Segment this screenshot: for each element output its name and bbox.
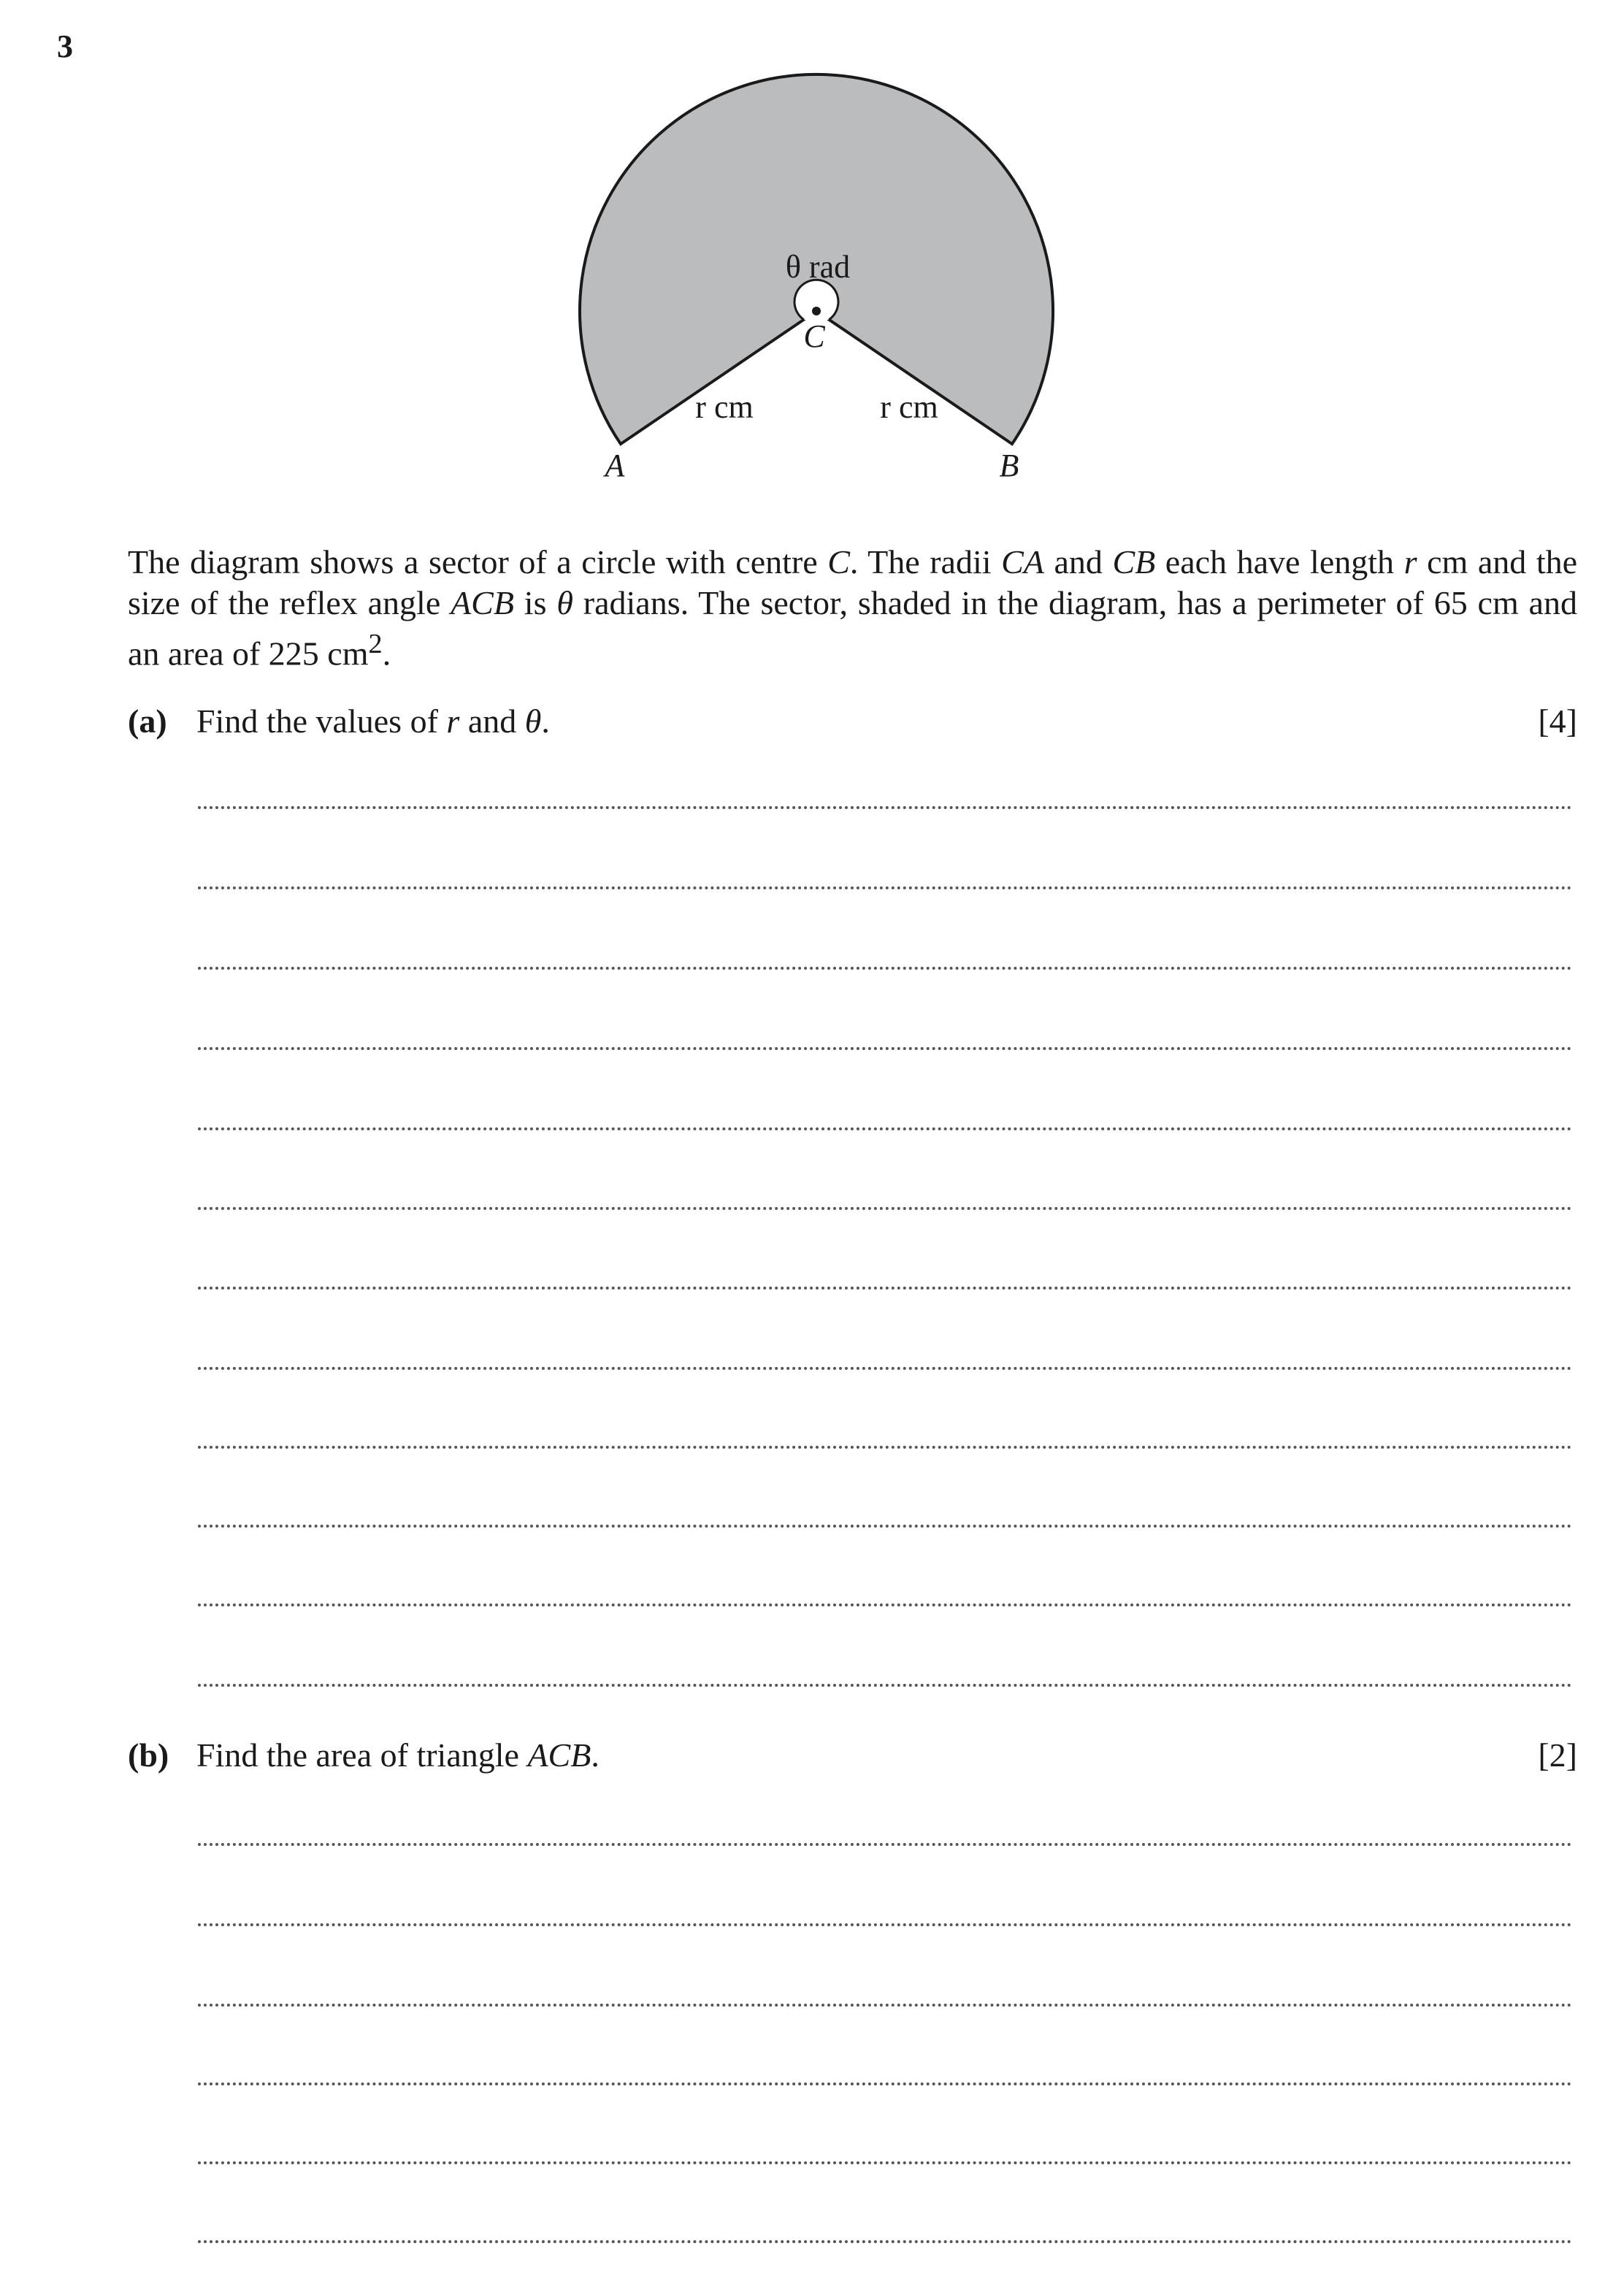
point-b-label: B bbox=[999, 448, 1019, 483]
answer-line[interactable] bbox=[198, 1923, 1572, 1926]
answer-line[interactable] bbox=[198, 2082, 1572, 2085]
question-number: 3 bbox=[57, 28, 73, 64]
answer-line[interactable] bbox=[198, 2004, 1572, 2007]
part-a-tag: (a) bbox=[128, 702, 167, 740]
centre-label: C bbox=[803, 318, 825, 354]
answer-line[interactable] bbox=[198, 1047, 1572, 1050]
radius-label-right: r cm bbox=[880, 389, 938, 425]
answer-line[interactable] bbox=[198, 1843, 1572, 1846]
answer-line[interactable] bbox=[198, 1603, 1572, 1606]
answer-line[interactable] bbox=[198, 1287, 1572, 1290]
answer-line[interactable] bbox=[198, 1446, 1572, 1449]
answer-line[interactable] bbox=[198, 967, 1572, 970]
part-b-prompt: (b) Find the area of triangle ACB. [2] bbox=[128, 1735, 1577, 1776]
answer-line[interactable] bbox=[198, 886, 1572, 889]
answer-line[interactable] bbox=[198, 1684, 1572, 1687]
answer-line[interactable] bbox=[198, 2240, 1572, 2243]
part-a-marks: [4] bbox=[1538, 702, 1577, 740]
answer-line[interactable] bbox=[198, 2161, 1572, 2164]
answer-line[interactable] bbox=[198, 1367, 1572, 1370]
radius-label-left: r cm bbox=[695, 389, 754, 425]
point-a-label: A bbox=[605, 448, 625, 483]
answer-line[interactable] bbox=[198, 1207, 1572, 1210]
angle-label: θ rad bbox=[785, 249, 851, 285]
answer-line[interactable] bbox=[198, 806, 1572, 809]
question-intro: The diagram shows a sector of a circle with centre C. The radii CA and CB each have length r cm and the size of the reflex angle ACB is θ radians. The sector, shaded in the diagram, has a perimeter of 65 cm and an area of 225 $cm^2$. bbox=[128, 543, 1578, 673]
part-b-marks: [2] bbox=[1538, 1736, 1577, 1774]
centre-point bbox=[812, 307, 821, 315]
part-b-tag: (b) bbox=[128, 1736, 169, 1774]
answer-line[interactable] bbox=[198, 1127, 1572, 1130]
answer-line[interactable] bbox=[198, 1525, 1572, 1528]
part-a-prompt: (a) Find the values of r and θ. [4] bbox=[128, 701, 1577, 742]
sector-diagram bbox=[0, 0, 1624, 511]
